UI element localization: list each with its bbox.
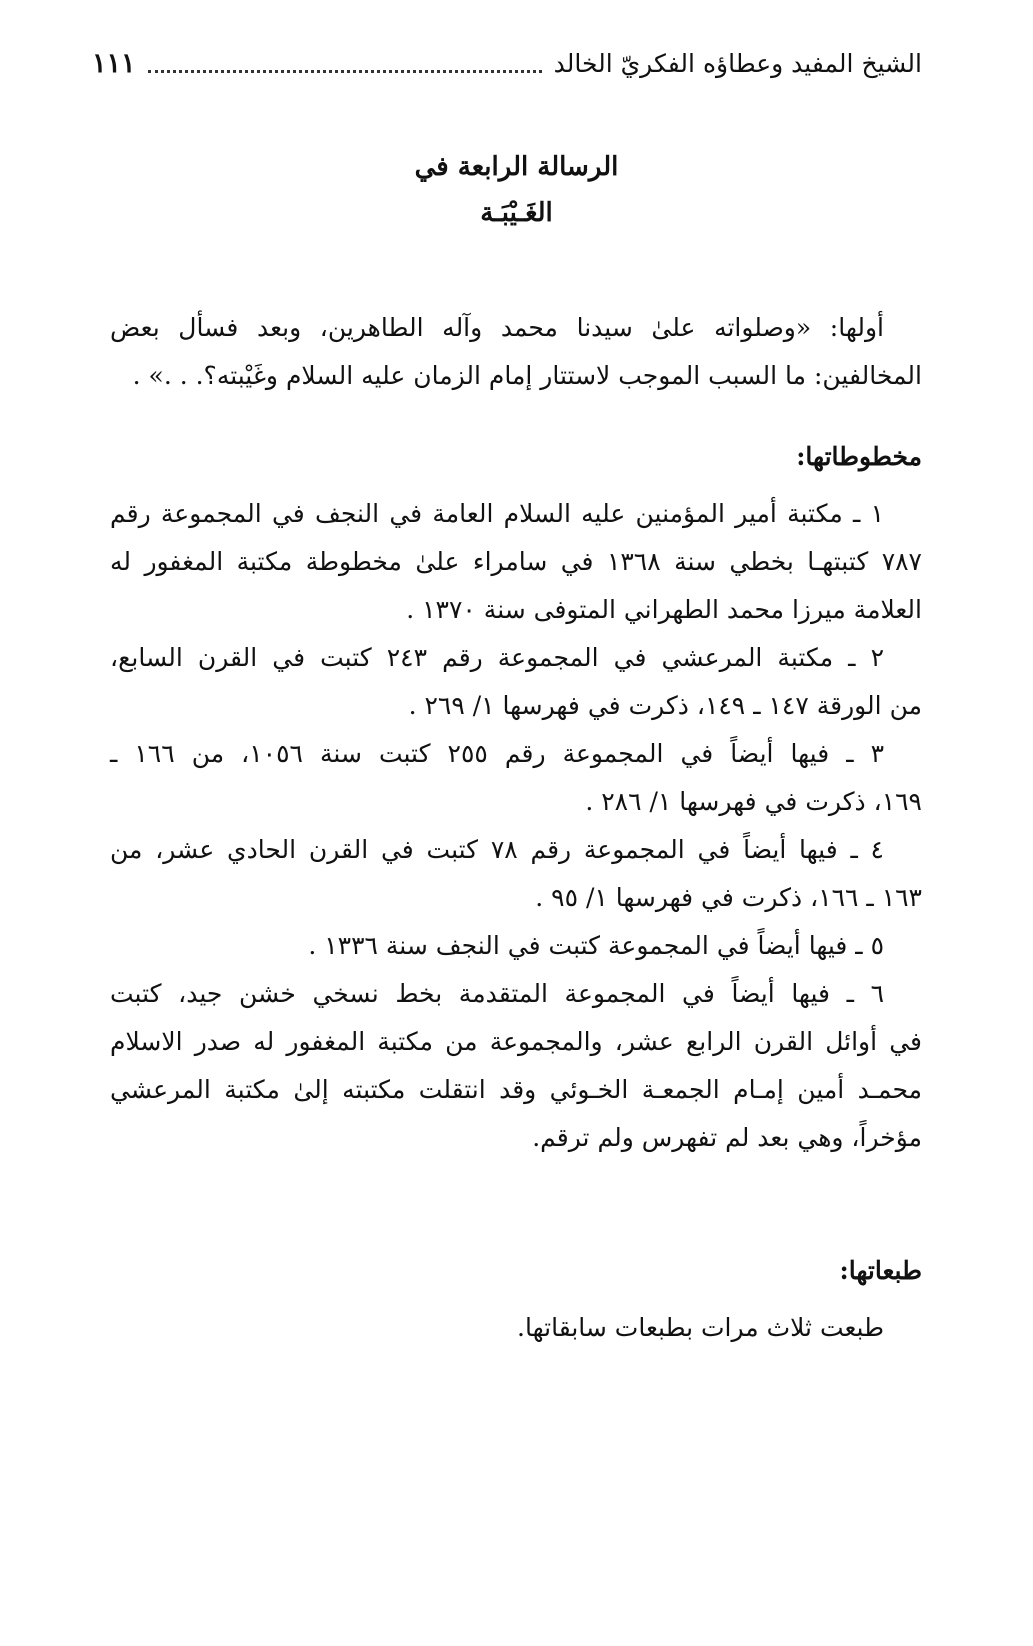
manuscripts-list bbox=[110, 490, 922, 1162]
chapter-title: الرسالة الرابعة في bbox=[414, 152, 619, 182]
text-line: المخالفين: ما السبب الموجب لاستتار إمام الزمان عليه السلام وغَيْبته؟. . .» . bbox=[132, 361, 922, 390]
list-item-line: من الورقة ١٤٧ ـ ١٤٩، ذكرت في فهرسها ١/ ٢٦٩ . bbox=[408, 691, 922, 720]
list-item-line: ٥ ـ فيها أيضاً في المجموعة كتبت في النجف سنة ١٣٣٦ . bbox=[308, 931, 884, 960]
header-dot-leader bbox=[148, 70, 542, 73]
list-item-line: ١٦٩، ذكرت في فهرسها ١/ ٢٨٦ . bbox=[585, 787, 922, 816]
page-number: ١١١ bbox=[92, 47, 136, 79]
text-line: طبعت ثلاث مرات بطبعات سابقاتها. bbox=[517, 1313, 884, 1342]
list-item-line: محمـد أمين إمـام الجمعـة الخـوئي وقد انتقلت مكتبته إلىٰ مكتبة المرعشي bbox=[110, 1075, 922, 1104]
text-line: أولها: «وصلواته علىٰ سيدنا محمد وآله الطاهرين، وبعد فسأل بعض bbox=[110, 313, 884, 342]
list-item-line: ٢ ـ مكتبة المرعشي في المجموعة رقم ٢٤٣ كتبت في القرن السابع، bbox=[110, 643, 884, 672]
running-header bbox=[92, 38, 922, 88]
list-item-line: ٣ ـ فيها أيضاً في المجموعة رقم ٢٥٥ كتبت سنة ١٠٥٦، من ١٦٦ ـ bbox=[110, 739, 884, 768]
list-item-line: العلامة ميرزا محمد الطهراني المتوفى سنة ١٣٧٠ . bbox=[406, 595, 922, 624]
running-title: الشيخ المفيد وعطاؤه الفكريّ الخالد bbox=[553, 48, 922, 78]
list-item-line: مؤخراً، وهي بعد لم تفهرس ولم ترقم. bbox=[532, 1123, 922, 1152]
intro-paragraph bbox=[110, 304, 922, 400]
printings-heading: طبعاتها: bbox=[839, 1256, 922, 1285]
manuscripts-heading: مخطوطاتها: bbox=[796, 442, 922, 471]
list-item-line: ٦ ـ فيها أيضاً في المجموعة المتقدمة بخط نسخي خشن جيد، كتبت bbox=[110, 979, 884, 1008]
list-item-line: في أوائل القرن الرابع عشر، والمجموعة من مكتبة المغفور له صدر الاسلام bbox=[110, 1027, 922, 1056]
list-item-line: ٧٨٧ كتبتهـا بخطي سنة ١٣٦٨ في سامراء علىٰ مخطوطة مكتبة المغفور له bbox=[110, 547, 922, 576]
list-item-line: ١٦٣ ـ ١٦٦، ذكرت في فهرسها ١/ ٩٥ . bbox=[535, 883, 922, 912]
list-item-line: ١ ـ مكتبة أمير المؤمنين عليه السلام العامة في النجف في المجموعة رقم bbox=[110, 499, 884, 528]
chapter-subtitle: الغَـيْبَـة bbox=[480, 198, 553, 228]
list-item-line: ٤ ـ فيها أيضاً في المجموعة رقم ٧٨ كتبت في القرن الحادي عشر، من bbox=[110, 835, 884, 864]
printings-paragraph bbox=[110, 1304, 922, 1352]
